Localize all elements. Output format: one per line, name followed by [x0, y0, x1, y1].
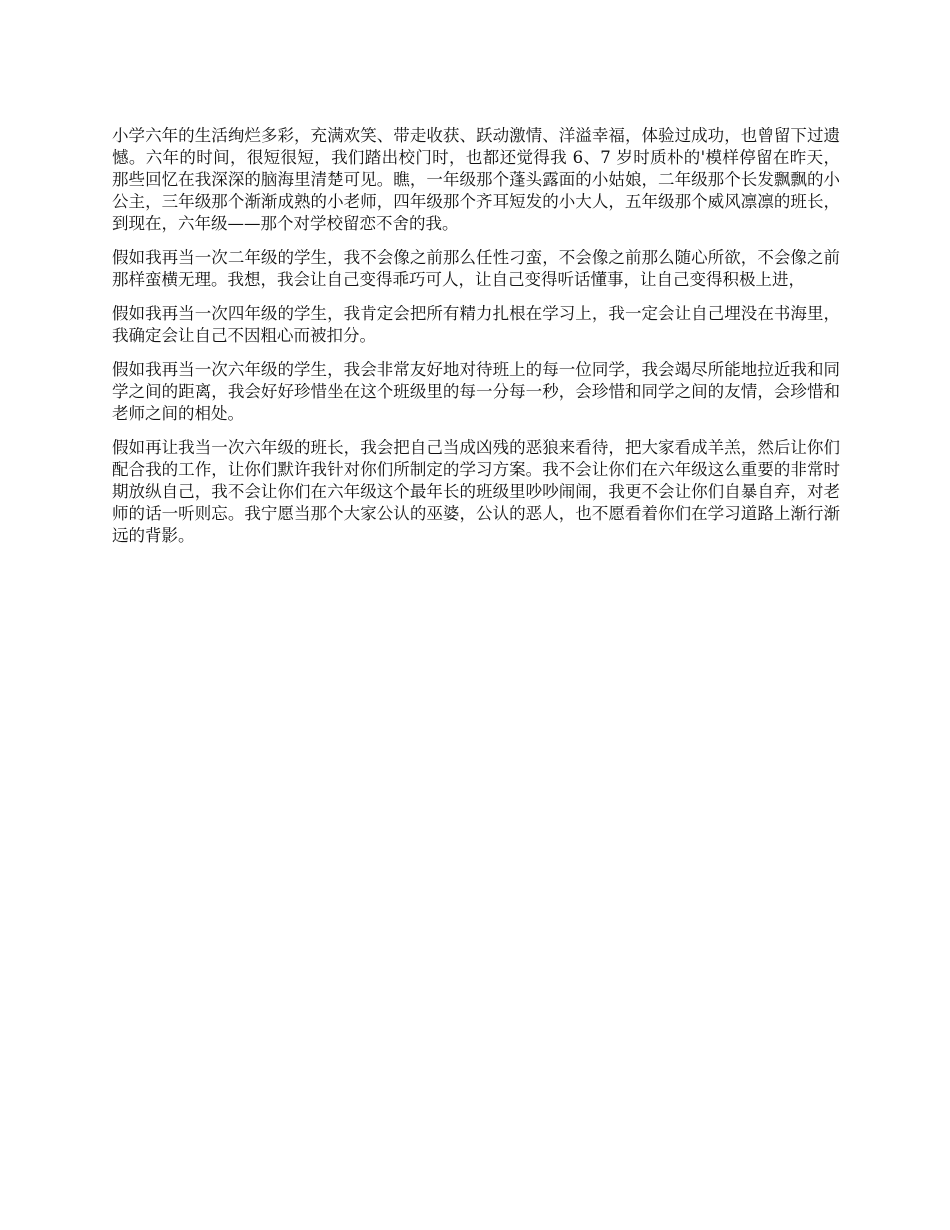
paragraph-2: 假如我再当一次二年级的学生，我不会像之前那么任性刁蛮，不会像之前那么随心所欲，不会像之前那样蛮横无理。我想，我会让自己变得乖巧可人，让自己变得听话懂事，让自己变得积极上进，	[112, 248, 840, 289]
document-body	[112, 125, 840, 559]
paragraph-1: 小学六年的生活绚烂多彩，充满欢笑、带走收获、跃动激情、洋溢幸福，体验过成功，也曾留下过遗憾。六年的时间，很短很短，我们踏出校门时，也都还觉得我 6、7 岁时质朴的'模样停留在昨天，那些回忆在我深深的脑海里清楚可见。瞧，一年级那个蓬头露面的小姑娘，二年级那个长发飘飘的小公主，三年级那个渐渐成熟的小老师，四年级那个齐耳短发的小大人，五年级那个威风凛凛的班长，到现在，六年级——那个对学校留恋不舍的我。	[112, 126, 840, 233]
paragraph-3: 假如我再当一次四年级的学生，我肯定会把所有精力扎根在学习上，我一定会让自己埋没在书海里，我确定会让自己不因粗心而被扣分。	[112, 304, 840, 345]
paragraph-4: 假如我再当一次六年级的学生，我会非常友好地对待班上的每一位同学，我会竭尽所能地拉近我和同学之间的距离，我会好好珍惜坐在这个班级里的每一分每一秒，会珍惜和同学之间的友情，会珍惜和老师之间的相处。	[112, 360, 840, 423]
paragraph-5: 假如再让我当一次六年级的班长，我会把自己当成凶残的恶狼来看待，把大家看成羊羔，然后让你们配合我的工作，让你们默许我针对你们所制定的学习方案。我不会让你们在六年级这么重要的非常时期放纵自己，我不会让你们在六年级这个最年长的班级里吵吵闹闹，我更不会让你们自暴自弃，对老师的话一听则忘。我宁愿当那个大家公认的巫婆，公认的恶人，也不愿看着你们在学习道路上渐行渐远的背影。	[112, 438, 840, 545]
